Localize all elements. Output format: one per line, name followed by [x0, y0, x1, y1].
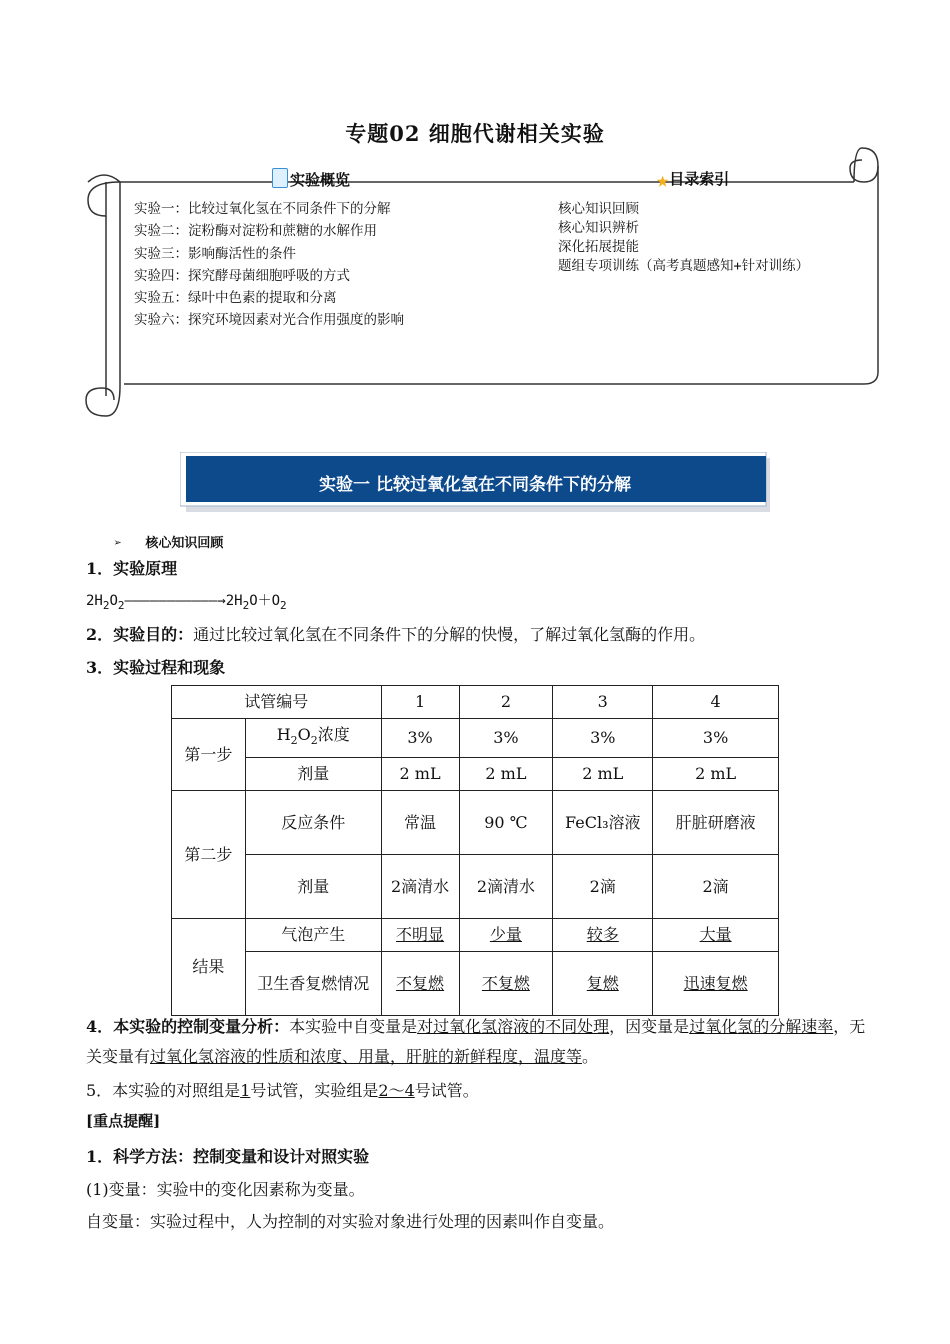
- table-cell: 复燃: [553, 952, 653, 1016]
- table-row: [172, 791, 779, 855]
- table-cell: $H_2O_2$浓度: [245, 719, 381, 758]
- table-cell: 2: [459, 686, 553, 719]
- star-icon: ★: [656, 168, 670, 193]
- table-cell: 大量: [653, 919, 779, 952]
- table-cell: 3%: [381, 719, 459, 758]
- table-cell: 试管编号: [172, 686, 382, 719]
- list-item[interactable]: 题组专项训练（高考真题感知+针对训练）: [558, 258, 810, 274]
- list-item[interactable]: 实验六：探究环境因素对光合作用强度的影响: [134, 312, 404, 329]
- table-cell: 不明显: [381, 919, 459, 952]
- table-cell: 3%: [459, 719, 553, 758]
- table-cell: 1: [381, 686, 459, 719]
- overview-heading: 实验概览: [272, 168, 350, 190]
- table-cell: 反应条件: [245, 791, 381, 855]
- index-heading: ★目录索引: [656, 168, 730, 193]
- independent-variable-definition: 自变量：实验过程中，人为控制的对实验对象进行处理的因素叫作自变量。: [86, 1212, 615, 1231]
- sub-heading: ➢ 核心知识回顾: [114, 536, 224, 551]
- table-cell: 2滴清水: [459, 855, 553, 919]
- list-item[interactable]: 实验四：探究酵母菌细胞呼吸的方式: [134, 267, 350, 284]
- table-cell: 2滴清水: [381, 855, 459, 919]
- table-row: [172, 855, 779, 919]
- table-cell: 4: [653, 686, 779, 719]
- table-cell: 剂量: [245, 758, 381, 791]
- experiment-table: [171, 685, 779, 1016]
- table-cell: 3%: [553, 719, 653, 758]
- control-group-paragraph: 5．本实验的对照组是1号试管，实验组是2～4号试管。: [86, 1081, 479, 1100]
- arrow-bullet-icon: ➢: [114, 536, 122, 551]
- table-row: [172, 952, 779, 1016]
- table-cell: 不复燃: [459, 952, 553, 1016]
- table-cell: 较多: [553, 919, 653, 952]
- overview-list: [134, 198, 404, 332]
- table-cell: 剂量: [245, 855, 381, 919]
- list-item[interactable]: 实验五：绿叶中色素的提取和分离: [134, 290, 337, 307]
- table-cell: 气泡产生: [245, 919, 381, 952]
- heading-scientific-method: 1．科学方法：控制变量和设计对照实验: [86, 1147, 370, 1166]
- table-cell: 90 ℃: [459, 791, 553, 855]
- table-cell: 第二步: [172, 791, 246, 919]
- table-cell: 不复燃: [381, 952, 459, 1016]
- table-row: [172, 758, 779, 791]
- table-cell: 3%: [653, 719, 779, 758]
- table-cell: 肝脏研磨液: [653, 791, 779, 855]
- list-item[interactable]: 实验一：比较过氧化氢在不同条件下的分解: [134, 201, 391, 217]
- list-item[interactable]: 深化拓展提能: [558, 239, 639, 255]
- table-cell: 结果: [172, 919, 246, 1016]
- table-cell: FeCl₃溶液: [553, 791, 653, 855]
- table-cell: 2 mL: [459, 758, 553, 791]
- heading-process: 3．实验过程和现象: [86, 658, 226, 677]
- table-row: [172, 719, 779, 758]
- table-row: [172, 919, 779, 952]
- table-cell: 常温: [381, 791, 459, 855]
- table-cell: 2滴: [553, 855, 653, 919]
- notebook-icon: [272, 168, 288, 188]
- equation: $2H_2O_2———————————\to 2H_2O+O_2$: [86, 593, 287, 612]
- table-cell: 3: [553, 686, 653, 719]
- heading-principle: 1．实验原理: [86, 559, 178, 578]
- table-row: [172, 686, 779, 719]
- table-cell: 少量: [459, 919, 553, 952]
- purpose-paragraph: 2．实验目的：通过比较过氧化氢在不同条件下的分解的快慢，了解过氧化氢酶的作用。: [86, 625, 706, 644]
- table-cell: 2 mL: [553, 758, 653, 791]
- index-list: [526, 200, 844, 276]
- list-item[interactable]: 核心知识辨析: [558, 220, 639, 236]
- list-item[interactable]: 核心知识回顾: [558, 201, 639, 217]
- table-cell: 卫生香复燃情况: [245, 952, 381, 1016]
- table-cell: 2 mL: [653, 758, 779, 791]
- table-cell: 2滴: [653, 855, 779, 919]
- table-cell: 迅速复燃: [653, 952, 779, 1016]
- list-item[interactable]: 实验三：影响酶活性的条件: [134, 245, 296, 262]
- variable-definition: (1)变量：实验中的变化因素称为变量。: [86, 1180, 365, 1199]
- page-title: 专题02 细胞代谢相关实验: [345, 121, 605, 146]
- list-item[interactable]: 实验二：淀粉酶对淀粉和蔗糖的水解作用: [134, 223, 377, 240]
- key-reminder: [重点提醒]: [86, 1112, 161, 1130]
- table-cell: 第一步: [172, 719, 246, 791]
- table-cell: 2 mL: [381, 758, 459, 791]
- variable-analysis-paragraph: 4．本实验的控制变量分析：本实验中自变量是对过氧化氢溶液的不同处理，因变量是过氧化氢的分解速率，无关变量有过氧化氢溶液的性质和浓度、用量，肝脏的新鲜程度，温度等。: [86, 1017, 866, 1066]
- section-title: 实验一 比较过氧化氢在不同条件下的分解: [319, 475, 631, 495]
